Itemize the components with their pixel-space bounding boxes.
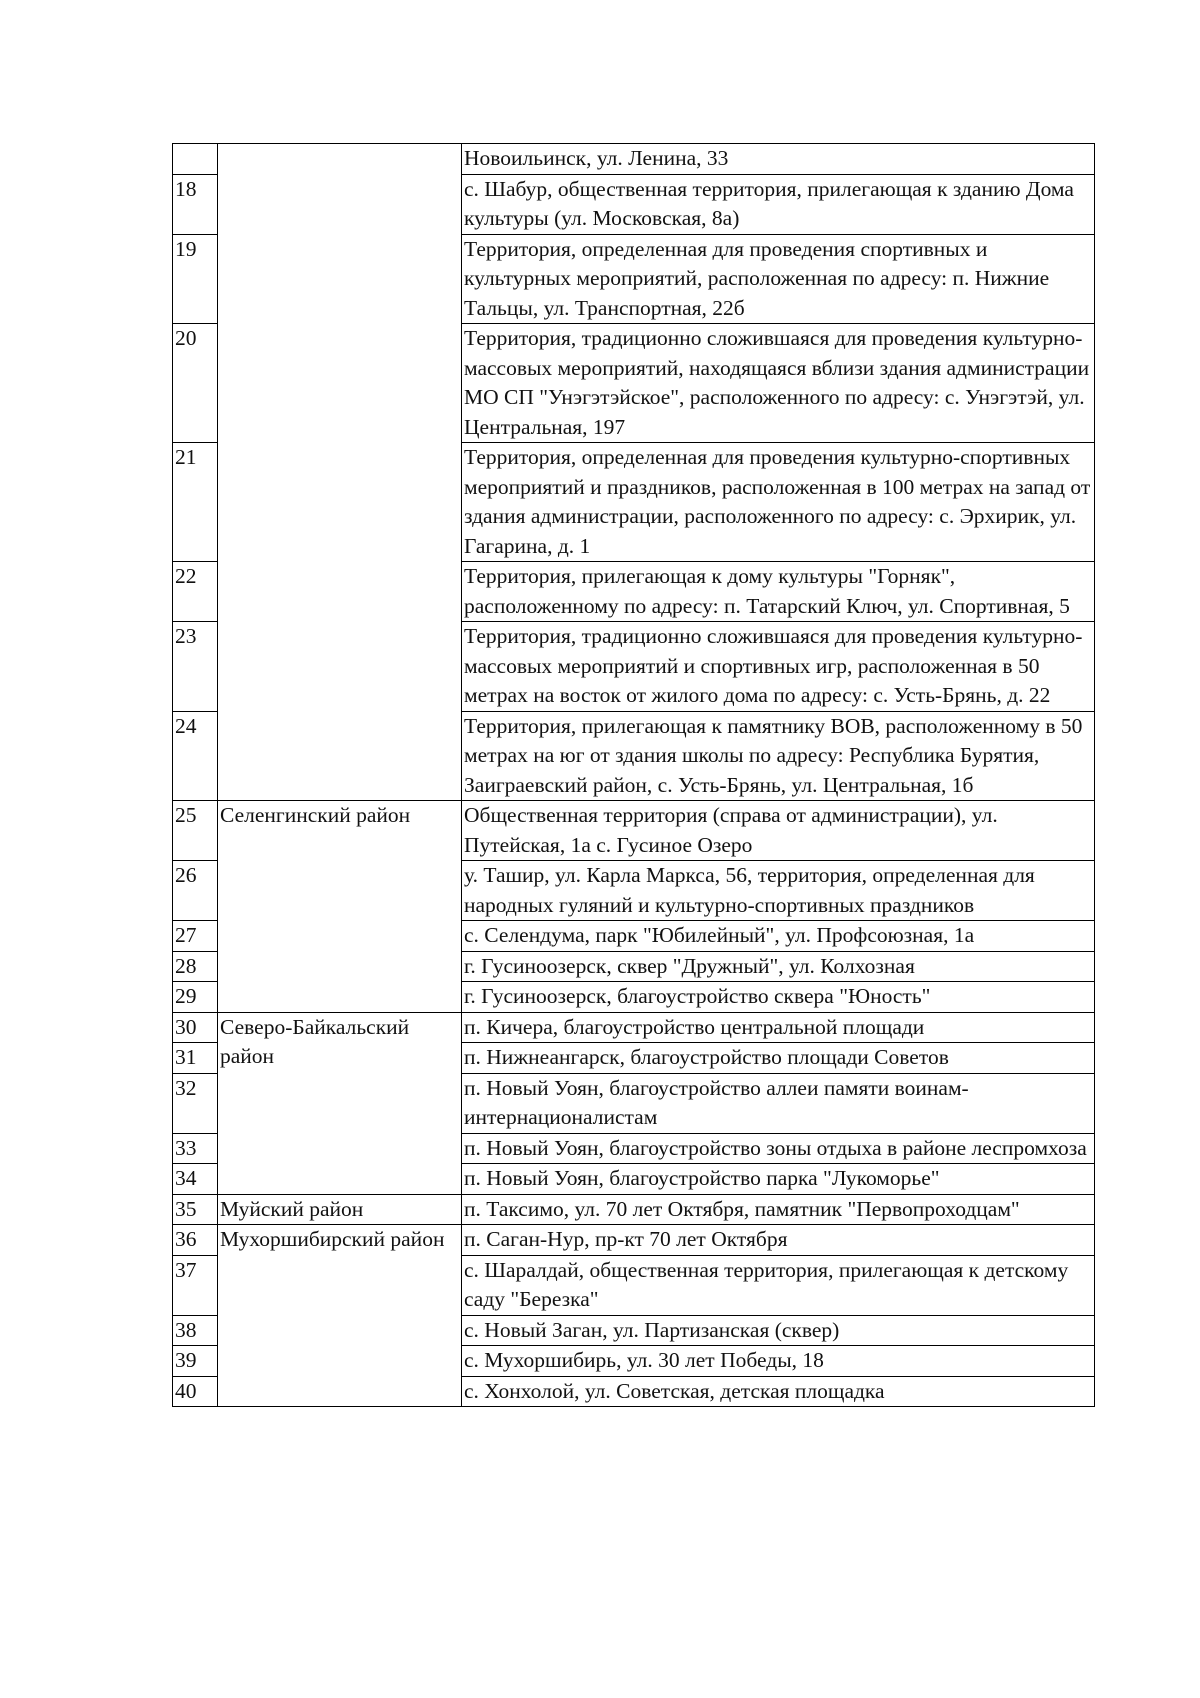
site-description: Общественная территория (справа от администрации), ул. Путейская, 1а с. Гусиное Озеро [462, 801, 1095, 861]
district-cell: Селенгинский район [218, 801, 462, 1013]
table-row [173, 1012, 1095, 1043]
site-description: с. Хонхолой, ул. Советская, детская площадка [462, 1376, 1095, 1407]
row-number: 35 [173, 1194, 218, 1225]
site-description: Территория, традиционно сложившаяся для проведения культурно-массовых мероприятий, находящаяся вблизи здания администрации МО СП "Унэгэтэйское", расположенного по адресу: с. Унэгэтэй, ул. Центральная, 197 [462, 324, 1095, 443]
row-number: 24 [173, 711, 218, 801]
row-number: 22 [173, 562, 218, 622]
site-description: Территория, прилегающая к памятнику ВОВ, расположенному в 50 метрах на юг от здания школы по адресу: Республика Бурятия, Заиграевский район, с. Усть-Брянь, ул. Центральная, 1б [462, 711, 1095, 801]
site-description: п. Саган-Нур, пр-кт 70 лет Октября [462, 1225, 1095, 1256]
row-number [173, 144, 218, 175]
row-number: 29 [173, 982, 218, 1013]
site-description: п. Новый Уоян, благоустройство зоны отдыха в районе леспромхоза [462, 1133, 1095, 1164]
row-number: 31 [173, 1043, 218, 1074]
site-description: с. Шаралдай, общественная территория, прилегающая к детскому саду "Березка" [462, 1255, 1095, 1315]
row-number: 18 [173, 174, 218, 234]
site-description: г. Гусиноозерск, благоустройство сквера "Юность" [462, 982, 1095, 1013]
row-number: 36 [173, 1225, 218, 1256]
row-number: 27 [173, 921, 218, 952]
site-description: п. Кичера, благоустройство центральной площади [462, 1012, 1095, 1043]
row-number: 20 [173, 324, 218, 443]
site-description: Новоильинск, ул. Ленина, 33 [462, 144, 1095, 175]
row-number: 37 [173, 1255, 218, 1315]
site-description: Территория, прилегающая к дому культуры "Горняк", расположенному по адресу: п. Татарский Ключ, ул. Спортивная, 5 [462, 562, 1095, 622]
row-number: 30 [173, 1012, 218, 1043]
district-cell: Северо-Байкальский район [218, 1012, 462, 1194]
site-description: с. Селендума, парк "Юбилейный", ул. Профсоюзная, 1а [462, 921, 1095, 952]
table-row [173, 1225, 1095, 1256]
site-description: Территория, традиционно сложившаяся для проведения культурно-массовых мероприятий и спортивных игр, расположенная в 50 метрах на восток от жилого дома по адресу: с. Усть-Брянь, д. 22 [462, 622, 1095, 712]
site-description: Территория, определенная для проведения спортивных и культурных мероприятий, расположенная по адресу: п. Нижние Тальцы, ул. Транспортная, 22б [462, 234, 1095, 324]
row-number: 28 [173, 951, 218, 982]
table-row [173, 1194, 1095, 1225]
row-number: 32 [173, 1073, 218, 1133]
site-description: п. Новый Уоян, благоустройство парка "Лукоморье" [462, 1164, 1095, 1195]
district-cell: Муйский район [218, 1194, 462, 1225]
district-cell: Мухоршибирский район [218, 1225, 462, 1407]
site-description: с. Шабур, общественная территория, прилегающая к зданию Дома культуры (ул. Московская, 8а) [462, 174, 1095, 234]
site-description: п. Новый Уоян, благоустройство аллеи памяти воинам-интернационалистам [462, 1073, 1095, 1133]
district-cell [218, 144, 462, 801]
row-number: 23 [173, 622, 218, 712]
site-description: г. Гусиноозерск, сквер "Дружный", ул. Колхозная [462, 951, 1095, 982]
row-number: 19 [173, 234, 218, 324]
sites-table [172, 143, 1095, 1407]
site-description: п. Таксимо, ул. 70 лет Октября, памятник "Первопроходцам" [462, 1194, 1095, 1225]
row-number: 21 [173, 443, 218, 562]
row-number: 34 [173, 1164, 218, 1195]
table-row [173, 801, 1095, 861]
row-number: 25 [173, 801, 218, 861]
row-number: 33 [173, 1133, 218, 1164]
row-number: 26 [173, 861, 218, 921]
site-description: п. Нижнеангарск, благоустройство площади Советов [462, 1043, 1095, 1074]
site-description: с. Новый Заган, ул. Партизанская (сквер) [462, 1315, 1095, 1346]
row-number: 40 [173, 1376, 218, 1407]
row-number: 38 [173, 1315, 218, 1346]
site-description: Территория, определенная для проведения культурно-спортивных мероприятий и праздников, расположенная в 100 метрах на запад от здания администрации, расположенного по адресу: с. Эрхирик, ул. Гагарина, д. 1 [462, 443, 1095, 562]
site-description: с. Мухоршибирь, ул. 30 лет Победы, 18 [462, 1346, 1095, 1377]
site-description: у. Ташир, ул. Карла Маркса, 56, территория, определенная для народных гуляний и культурно-спортивных праздников [462, 861, 1095, 921]
table-row [173, 144, 1095, 175]
row-number: 39 [173, 1346, 218, 1377]
